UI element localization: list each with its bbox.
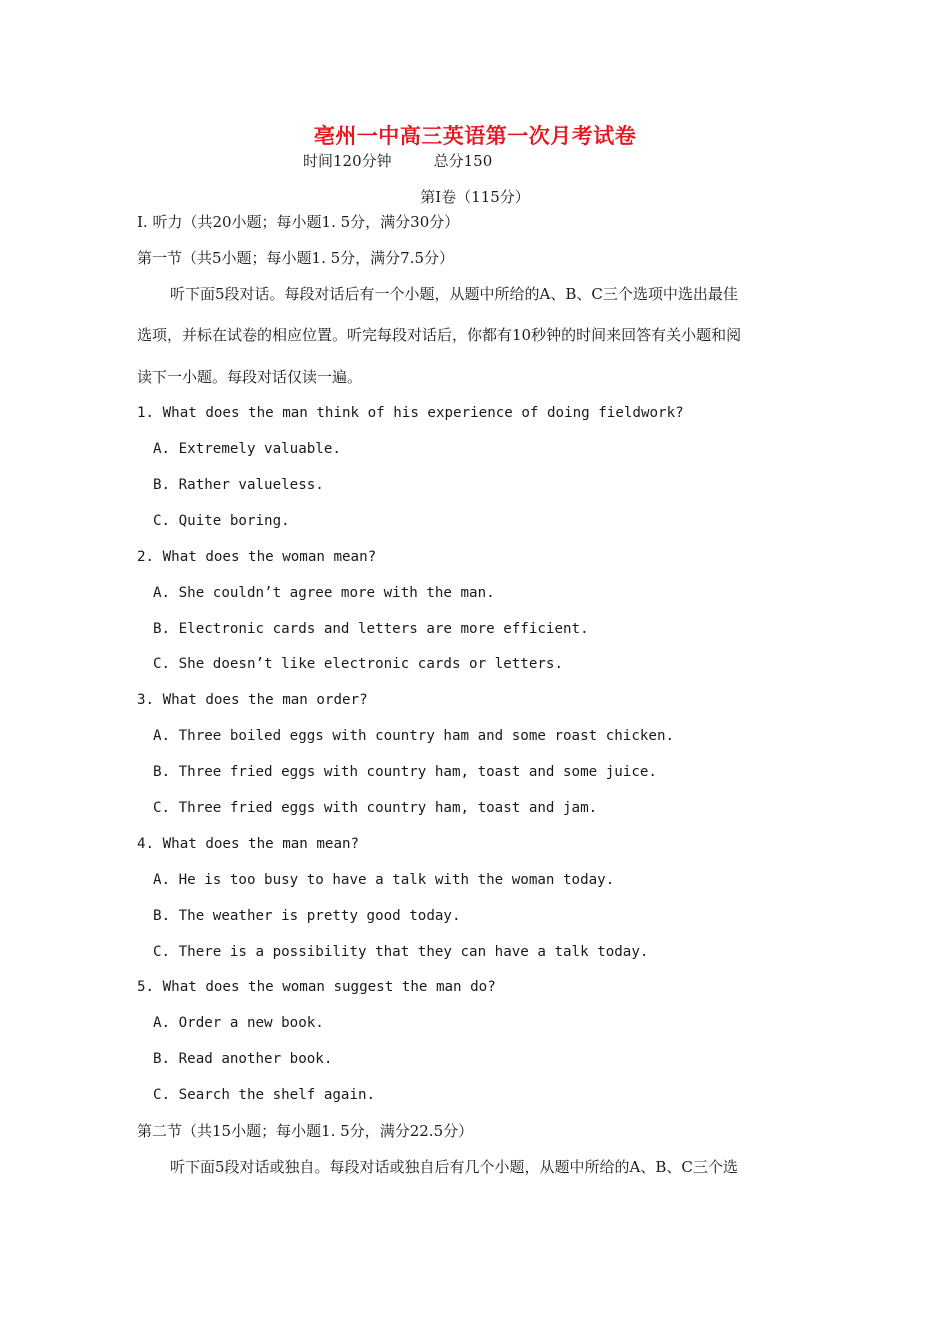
question-2-option-b: B. Electronic cards and letters are more efficient.	[153, 621, 589, 637]
question-3: 3. What does the man order?	[137, 692, 368, 708]
question-4: 4. What does the man mean?	[137, 836, 360, 852]
question-2-option-a: A. She couldn’t agree more with the man.	[153, 585, 495, 601]
question-3-option-b: B. Three fried eggs with country ham, toast and some juice.	[153, 764, 657, 780]
section-one-heading: 第一节（共5小题；每小题1. 5分，满分7.5分）	[137, 249, 455, 267]
section-two-heading: 第二节（共15小题；每小题1. 5分，满分22.5分）	[137, 1122, 474, 1140]
question-1-option-a: A. Extremely valuable.	[153, 441, 341, 457]
section-one-instructions-line-1: 听下面5段对话。每段对话后有一个小题，从题中所给的A、B、C三个选项中选出最佳	[170, 285, 738, 303]
exam-title: 亳州一中高三英语第一次月考试卷	[313, 123, 637, 148]
part-one-heading: 第Ⅰ卷（115分）	[420, 188, 530, 206]
question-5-option-c: C. Search the shelf again.	[153, 1087, 376, 1103]
question-2: 2. What does the woman mean?	[137, 549, 377, 565]
exam-meta	[303, 150, 492, 172]
question-3-option-c: C. Three fried eggs with country ham, toast and jam.	[153, 800, 598, 816]
question-1: 1. What does the man think of his experience of doing fieldwork?	[137, 405, 684, 421]
section-two-instructions-line-1: 听下面5段对话或独自。每段对话或独自后有几个小题，从题中所给的A、B、C三个选	[170, 1158, 738, 1176]
question-2-option-c: C. She doesn’t like electronic cards or letters.	[153, 656, 563, 672]
exam-time: 时间120分钟	[303, 152, 392, 170]
listening-section-heading: I. 听力（共20小题；每小题1. 5分，满分30分）	[137, 213, 460, 231]
question-5-option-a: A. Order a new book.	[153, 1015, 324, 1031]
question-1-option-c: C. Quite boring.	[153, 513, 290, 529]
question-4-option-a: A. He is too busy to have a talk with the woman today.	[153, 872, 615, 888]
question-3-option-a: A. Three boiled eggs with country ham and some roast chicken.	[153, 728, 675, 744]
question-5-option-b: B. Read another book.	[153, 1051, 333, 1067]
question-4-option-b: B. The weather is pretty good today.	[153, 908, 461, 924]
question-5: 5. What does the woman suggest the man do?	[137, 979, 496, 995]
question-1-option-b: B. Rather valueless.	[153, 477, 324, 493]
exam-total-score: 总分150	[433, 152, 493, 170]
section-one-instructions-line-2: 选项，并标在试卷的相应位置。听完每段对话后，你都有10秒钟的时间来回答有关小题和阅	[137, 326, 742, 344]
section-one-instructions-line-3: 读下一小题。每段对话仅读一遍。	[137, 368, 363, 386]
question-4-option-c: C. There is a possibility that they can have a talk today.	[153, 944, 649, 960]
